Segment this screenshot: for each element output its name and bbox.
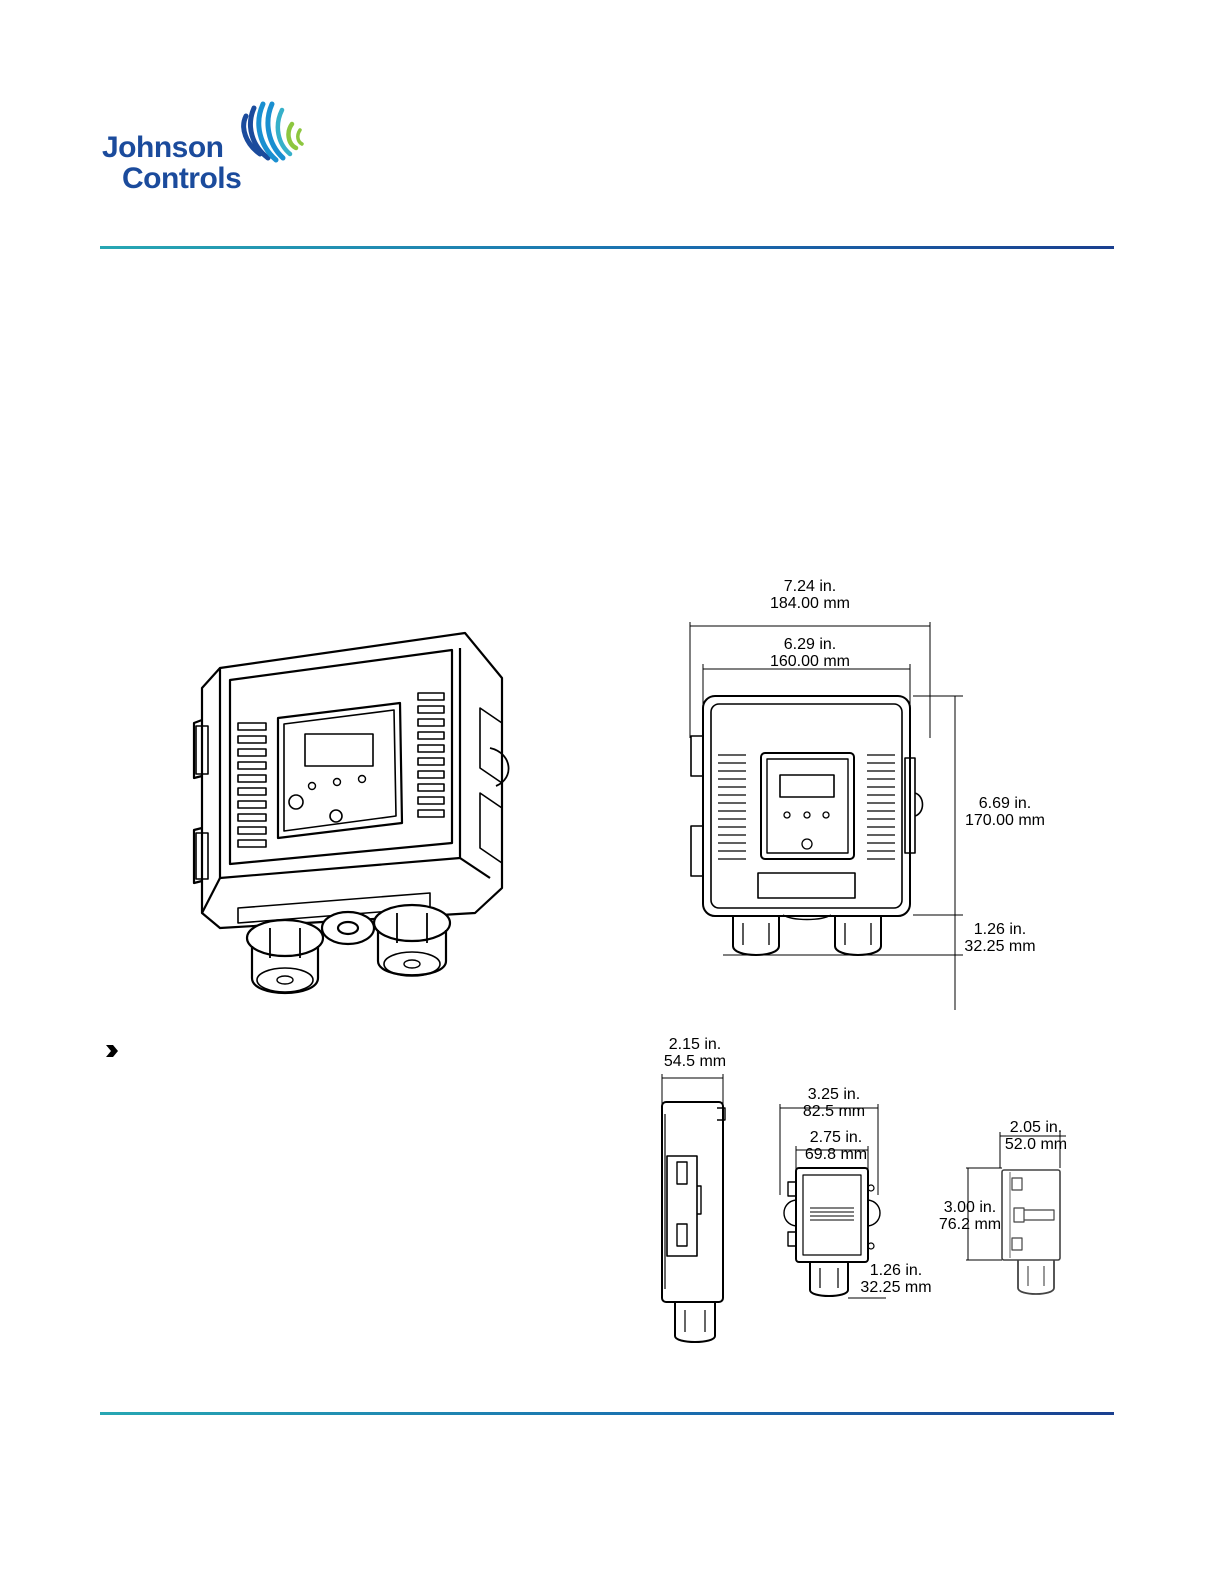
duct-gland-mm: 32.25 mm <box>860 1279 932 1296</box>
front-gland-mm: 32.25 mm <box>964 938 1036 955</box>
front-body-width-label <box>740 636 880 670</box>
footer-rule <box>100 1412 1114 1415</box>
front-body-width-in: 6.29 in. <box>783 636 837 653</box>
duct-overall-width-mm: 82.5 mm <box>802 1103 866 1120</box>
duct-depth-label <box>996 1119 1076 1153</box>
front-height-mm: 170.00 mm <box>964 812 1046 829</box>
front-overall-width-label <box>740 578 880 612</box>
side-depth-in: 2.15 in. <box>668 1036 722 1053</box>
front-gland-label <box>950 921 1050 955</box>
device-isometric-illustration <box>190 628 520 1008</box>
logo-text-line2: Controls <box>122 162 242 195</box>
side-depth-label <box>650 1036 740 1070</box>
duct-body-width-label <box>786 1129 886 1163</box>
duct-height-label <box>930 1199 1010 1233</box>
front-gland-in: 1.26 in. <box>973 921 1027 938</box>
duct-body-width-mm: 69.8 mm <box>804 1146 868 1163</box>
duct-overall-width-label <box>784 1086 884 1120</box>
duct-gland-label <box>846 1262 946 1296</box>
front-body-width-mm: 160.00 mm <box>769 653 851 670</box>
front-overall-width-mm: 184.00 mm <box>769 595 851 612</box>
duct-height-mm: 76.2 mm <box>938 1216 1002 1233</box>
duct-gland-in: 1.26 in. <box>869 1262 923 1279</box>
logo-mark-icon <box>236 98 306 168</box>
logo-text-line1: Johnson <box>102 131 224 164</box>
duct-depth-mm: 52.0 mm <box>1004 1136 1068 1153</box>
duct-depth-in: 2.05 in. <box>1009 1119 1063 1136</box>
header-rule <box>100 246 1114 249</box>
duct-body-width-in: 2.75 in. <box>809 1129 863 1146</box>
front-view-drawing <box>683 618 963 1010</box>
chevron-right-icon <box>104 1043 120 1059</box>
duct-overall-width-in: 3.25 in. <box>807 1086 861 1103</box>
front-height-label <box>950 795 1060 829</box>
side-depth-mm: 54.5 mm <box>663 1053 727 1070</box>
front-height-in: 6.69 in. <box>978 795 1032 812</box>
front-overall-width-in: 7.24 in. <box>783 578 837 595</box>
duct-height-in: 3.00 in. <box>943 1199 997 1216</box>
side-view-drawing <box>655 1074 735 1346</box>
